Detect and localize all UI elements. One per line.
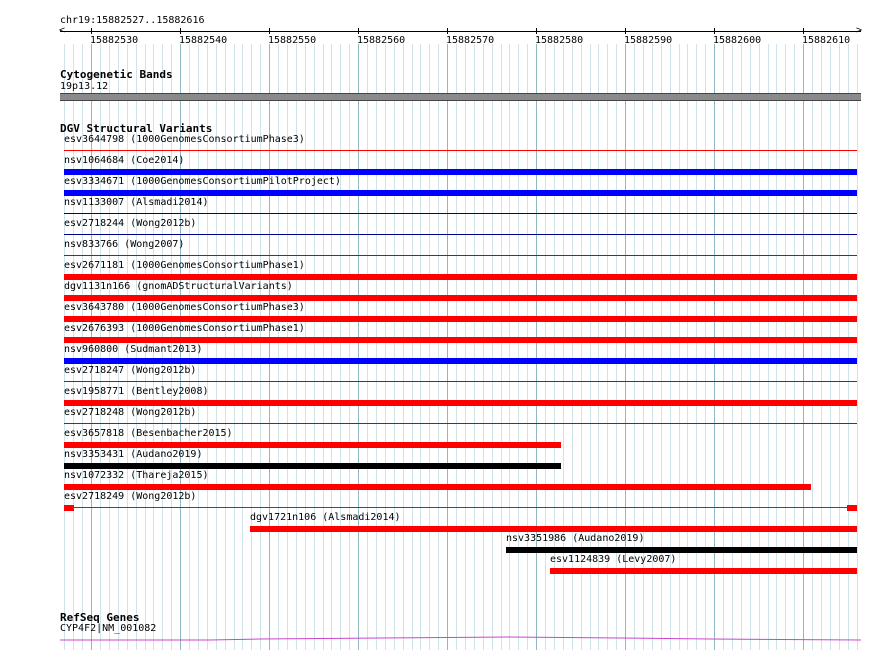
- sv-label: nsv833766 (Wong2007): [64, 239, 185, 250]
- ruler-tick-label: 15882560: [357, 35, 406, 46]
- sv-feature[interactable]: [64, 423, 857, 424]
- sv-label: esv3334671 (1000GenomesConsortiumPilotProject): [64, 176, 341, 187]
- sv-feature[interactable]: [64, 150, 857, 151]
- sv-label: nsv960800 (Sudmant2013): [64, 344, 203, 355]
- sv-feature[interactable]: [64, 484, 811, 490]
- sv-feature[interactable]: [64, 255, 857, 256]
- ruler-tick: [358, 28, 359, 34]
- sv-label: nsv3353431 (Audano2019): [64, 449, 203, 460]
- ruler-tick: [180, 28, 181, 34]
- sv-label: esv2718247 (Wong2012b): [64, 365, 197, 376]
- track-title-refseq[interactable]: RefSeq Genes: [60, 611, 140, 624]
- ruler-tick: [91, 28, 92, 34]
- sv-feature-block[interactable]: [64, 505, 74, 511]
- sv-label: esv1124839 (Levy2007): [550, 554, 677, 565]
- ruler-tick: [269, 28, 270, 34]
- ruler-tick: [447, 28, 448, 34]
- sv-label: nsv1064684 (Coe2014): [64, 155, 185, 166]
- sv-label: dgv1131n166 (gnomADStructuralVariants): [64, 281, 293, 292]
- sv-label: esv2676393 (1000GenomesConsortiumPhase1): [64, 323, 305, 334]
- sv-feature-block[interactable]: [847, 505, 857, 511]
- sv-feature[interactable]: [64, 234, 857, 235]
- sv-feature[interactable]: [64, 295, 857, 301]
- sv-feature[interactable]: [64, 442, 561, 448]
- sv-feature[interactable]: [550, 568, 857, 574]
- ruler-tick-label: 15882610: [802, 35, 851, 46]
- sv-feature-intron[interactable]: [64, 507, 857, 508]
- scroll-left-arrow-icon[interactable]: <: [59, 25, 66, 36]
- cytoband-bar[interactable]: [60, 93, 861, 101]
- sv-label: nsv1133007 (Alsmadi2014): [64, 197, 209, 208]
- ruler-tick-label: 15882570: [446, 35, 495, 46]
- cytoband-label: 19p13.12: [60, 81, 109, 92]
- sv-label: dgv1721n106 (Alsmadi2014): [250, 512, 401, 523]
- sv-label: esv1958771 (Bentley2008): [64, 386, 209, 397]
- sv-label: esv2671181 (1000GenomesConsortiumPhase1): [64, 260, 305, 271]
- sv-feature[interactable]: [64, 337, 857, 343]
- ruler-tick-label: 15882550: [268, 35, 317, 46]
- sv-feature[interactable]: [64, 316, 857, 322]
- ruler-tick: [714, 28, 715, 34]
- sv-label: esv3657818 (Besenbacher2015): [64, 428, 233, 439]
- scroll-right-arrow-icon[interactable]: >: [856, 25, 863, 36]
- ruler-tick: [536, 28, 537, 34]
- ruler-tick-label: 15882530: [90, 35, 139, 46]
- sv-feature[interactable]: [64, 169, 857, 175]
- sv-label: esv2718248 (Wong2012b): [64, 407, 197, 418]
- sv-feature[interactable]: [64, 463, 561, 469]
- sv-feature[interactable]: [506, 547, 857, 553]
- ruler-tick-label: 15882580: [535, 35, 584, 46]
- ruler-tick: [625, 28, 626, 34]
- sv-label: esv3643780 (1000GenomesConsortiumPhase3): [64, 302, 305, 313]
- sv-feature[interactable]: [250, 526, 857, 532]
- sv-feature[interactable]: [64, 381, 857, 382]
- sv-label: esv3644798 (1000GenomesConsortiumPhase3): [64, 134, 305, 145]
- ruler-tick-label: 15882590: [624, 35, 673, 46]
- sv-label: esv2718249 (Wong2012b): [64, 491, 197, 502]
- sv-label: nsv1072332 (Thareja2015): [64, 470, 209, 481]
- sv-feature[interactable]: [64, 274, 857, 280]
- ruler-tick: [803, 28, 804, 34]
- gene-feature[interactable]: [60, 636, 861, 642]
- coordinate-readout: chr19:15882527..15882616: [60, 15, 205, 26]
- sv-label: esv2718244 (Wong2012b): [64, 218, 197, 229]
- sv-feature[interactable]: [64, 190, 857, 196]
- track-title-cytobands[interactable]: Cytogenetic Bands: [60, 68, 173, 81]
- sv-label: nsv3351986 (Audano2019): [506, 533, 645, 544]
- track-title-dgv[interactable]: DGV Structural Variants: [60, 122, 213, 135]
- sv-feature[interactable]: [64, 358, 857, 364]
- ruler-tick-label: 15882600: [713, 35, 762, 46]
- sv-feature[interactable]: [64, 400, 857, 406]
- ruler-tick-label: 15882540: [179, 35, 228, 46]
- sv-feature[interactable]: [64, 213, 857, 214]
- gene-label[interactable]: CYP4F2|NM_001082: [60, 623, 157, 634]
